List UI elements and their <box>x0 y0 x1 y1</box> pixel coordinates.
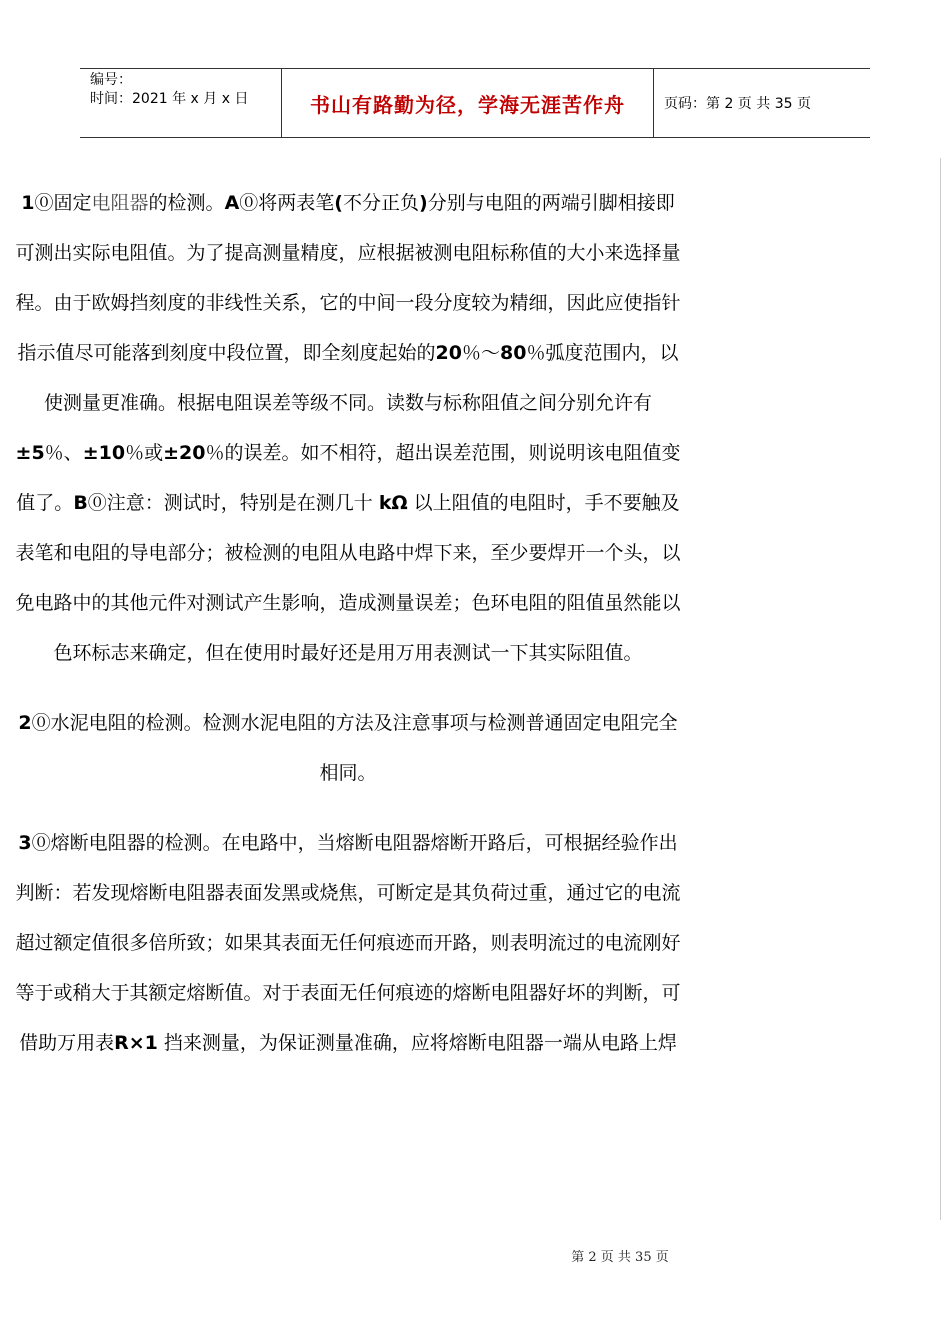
header-page-info: 页码：第 2 页 共 35 页 <box>664 96 811 112</box>
page-header <box>80 68 870 138</box>
number-label: 编号： <box>90 72 132 88</box>
document-body <box>14 178 682 1088</box>
paragraph-fuse-resistor: 3⓪熔断电阻器的检测。在电路中，当熔断电阻器熔断开路后，可根据经验作出判断：若发现熔断电阻器表面发黑或烧焦，可断定是其负荷过重，通过它的电流超过额定值很多倍所致；如果其表面无任何痕迹而开路，则表明流过的电流刚好等于或稍大于其额定熔断值。对于表面无任何痕迹的熔断电阻器好坏的判断，可借助万用表R×1 挡来测量，为保证测量准确，应将熔断电阻器一端从电路上焊 <box>15 832 681 1054</box>
header-motto: 书山有路勤为径，学海无涯苦作舟 <box>282 69 654 137</box>
resistor-term-link[interactable]: 电阻器 <box>91 192 149 214</box>
header-meta <box>80 69 282 137</box>
footer-page-number: 第 2 页 共 35 页 <box>571 1250 669 1265</box>
margin-rule <box>940 158 941 1220</box>
paragraph-cement-resistor: 2⓪水泥电阻的检测。检测水泥电阻的方法及注意事项与检测普通固定电阻完全相同。 <box>18 712 678 784</box>
page-footer <box>0 1246 950 1265</box>
paragraph-fixed-resistor: 1⓪固定电阻器的检测。A⓪将两表笔(不分正负)分别与电阻的两端引脚相接即可测出实际电阻值。为了提高测量精度，应根据被测电阻标称值的大小来选择量程。由于欧姆挡刻度的非线性关系，它的中间一段分度较为精细，因此应使指针指示值尽可能落到刻度中段位置，即全刻度起始的20％～80％弧度范围内，以使测量更准确。根据电阻误差等级不同。读数与标称阻值之间分别允许有±5％、±10％或±20％的误差。如不相符，超出误差范围，则说明该电阻值变值了。B⓪注意：测试时，特别是在测几十 kΩ 以上阻值的电阻时，手不要触及表笔和电阻的导电部分；被检测的电阻从电路中焊下来，至少要焊开一个头，以免电路中的其他元件对测试产生影响，造成测量误差；色环电阻的阻值虽然能以色环标志来确定，但在使用时最好还是用万用表测试一下其实际阻值。 <box>15 192 681 664</box>
time-label: 时间：2021 年 x 月 x 日 <box>90 91 249 107</box>
